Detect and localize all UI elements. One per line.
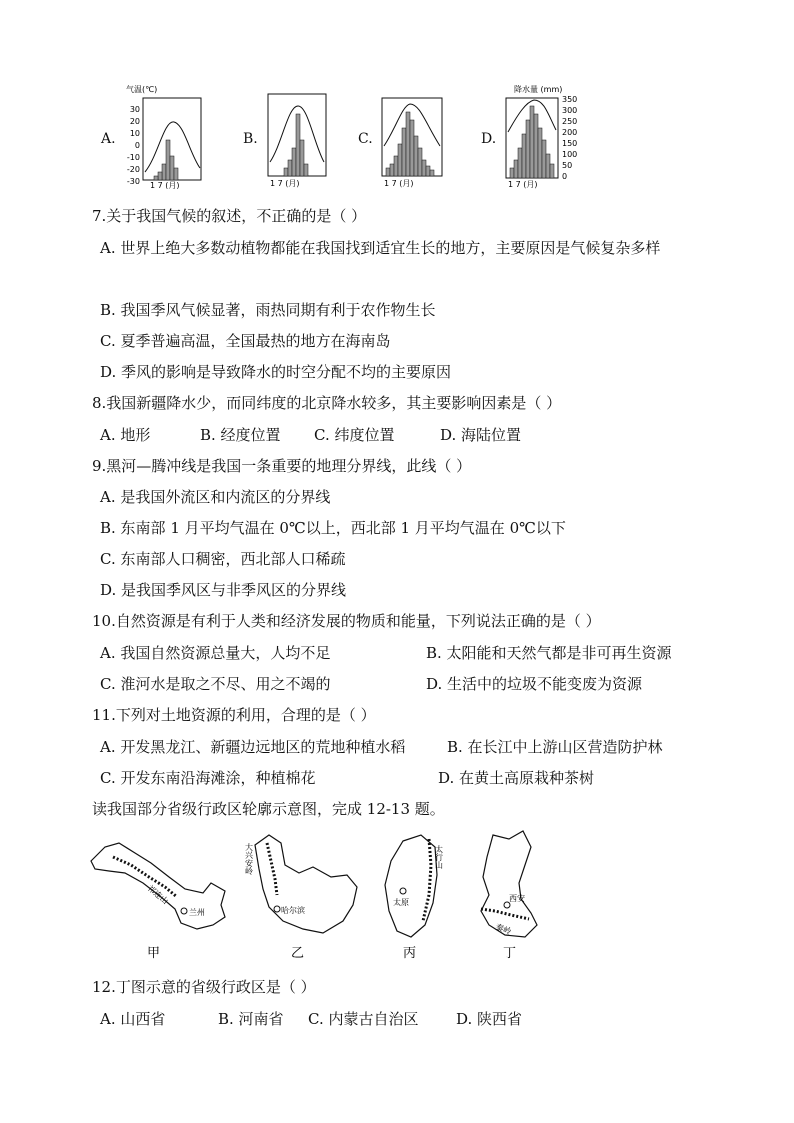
svg-text:1 7 (月): 1 7 (月) (384, 179, 414, 188)
q7-option-a: A. 世界上绝大多数动植物都能在我国找到适宜生长的地方，主要原因是气候复杂多样 (100, 239, 661, 257)
province-outline-maps (85, 825, 555, 965)
map-jia-mountain: 祁连山 (145, 883, 170, 906)
q11-stem: 11.下列对土地资源的利用，合理的是（ ） (92, 706, 376, 724)
q8-option-a: A. 地形 (100, 426, 151, 444)
climate-chart-c (378, 84, 448, 189)
q12-option-b: B. 河南省 (218, 1010, 284, 1028)
climate-chart-a (118, 84, 206, 189)
chart-a-label: A. (101, 131, 116, 147)
q12-option-a: A. 山西省 (100, 1010, 166, 1028)
map-yi-caption: 乙 (291, 946, 305, 961)
q7-option-c: C. 夏季普遍高温，全国最热的地方在海南岛 (100, 332, 391, 350)
q10-option-d: D. 生活中的垃圾不能变废为资源 (426, 675, 643, 693)
map-ding (481, 831, 537, 961)
svg-text:100: 100 (562, 150, 578, 159)
q11-option-b: B. 在长江中上游山区营造防护林 (447, 738, 663, 756)
map-yi (244, 835, 358, 961)
q11-option-d: D. 在黄土高原栽种茶树 (438, 769, 595, 787)
q12-option-d: D. 陕西省 (456, 1010, 523, 1028)
climate-chart-d (504, 84, 584, 189)
map-bing-caption: 丙 (403, 946, 417, 961)
q12-option-c: C. 内蒙古自治区 (308, 1010, 419, 1028)
map-yi-city: 哈尔滨 (281, 906, 305, 915)
q7-option-b: B. 我国季风气候显著，雨热同期有利于农作物生长 (100, 301, 436, 319)
q9-option-a: A. 是我国外流区和内流区的分界线 (100, 488, 331, 506)
map-intro: 读我国部分省级行政区轮廓示意图，完成 12-13 题。 (92, 800, 445, 818)
q8-stem: 8.我国新疆降水少，而同纬度的北京降水较多，其主要影响因素是（ ） (92, 394, 562, 412)
map-ding-caption: 丁 (503, 946, 517, 961)
svg-text:1 7 (月): 1 7 (月) (270, 179, 300, 188)
chart-d-ytitle: 降水量 (mm) (514, 85, 563, 94)
chart-a-ytitle: 气温(℃) (126, 85, 158, 94)
q8-option-d: D. 海陆位置 (440, 426, 522, 444)
q7-stem: 7.关于我国气候的叙述，不正确的是（ ） (92, 207, 367, 225)
svg-text:20: 20 (129, 117, 140, 126)
svg-text:-20: -20 (126, 165, 140, 174)
chart-c-label: C. (358, 131, 373, 147)
svg-text:300: 300 (562, 106, 578, 115)
q10-stem: 10.自然资源是有利于人类和经济发展的物质和能量，下列说法正确的是（ ） (92, 612, 601, 630)
svg-text:30: 30 (129, 105, 140, 114)
q8-option-b: B. 经度位置 (200, 426, 281, 444)
chart-a-yticks (127, 105, 140, 186)
q11-option-c: C. 开发东南沿海滩涂，种植棉花 (100, 769, 316, 787)
q9-option-b: B. 东南部 1 月平均气温在 0℃以上，西北部 1 月平均气温在 0℃以下 (100, 519, 566, 537)
map-jia-caption: 甲 (147, 946, 161, 961)
svg-text:250: 250 (562, 117, 578, 126)
map-ding-mountain: 秦岭 (494, 922, 513, 937)
svg-text:150: 150 (562, 139, 578, 148)
chart-d-label: D. (481, 131, 497, 147)
svg-text:1 7 (月): 1 7 (月) (150, 181, 180, 189)
svg-text:50: 50 (562, 161, 573, 170)
q10-option-a: A. 我国自然资源总量大，人均不足 (100, 644, 331, 662)
climate-chart-b (262, 84, 332, 189)
svg-text:200: 200 (562, 128, 578, 137)
chart-d-yticks (562, 95, 577, 181)
map-ding-city: 西安 (509, 894, 525, 903)
q10-option-c: C. 淮河水是取之不尽、用之不竭的 (100, 675, 331, 693)
q8-option-c: C. 纬度位置 (314, 426, 395, 444)
svg-text:1 7 (月): 1 7 (月) (508, 180, 538, 189)
svg-text:10: 10 (129, 129, 140, 138)
map-bing-mountain: 太行山 (434, 845, 444, 869)
svg-text:-30: -30 (126, 177, 140, 186)
svg-text:0: 0 (134, 141, 140, 150)
map-jia-city: 兰州 (189, 908, 205, 917)
q7-option-d: D. 季风的影响是导致降水的时空分配不均的主要原因 (100, 363, 452, 381)
map-yi-mountain: 大兴安岭 (244, 843, 254, 875)
q9-stem: 9.黑河—腾冲线是我国一条重要的地理分界线，此线（ ） (92, 457, 472, 475)
map-bing-city: 太原 (393, 898, 409, 907)
q9-option-c: C. 东南部人口稠密，西北部人口稀疏 (100, 550, 346, 568)
svg-text:0: 0 (562, 172, 568, 181)
map-bing (385, 835, 444, 961)
q9-option-d: D. 是我国季风区与非季风区的分界线 (100, 581, 347, 599)
q11-option-a: A. 开发黑龙江、新疆边远地区的荒地种植水稻 (100, 738, 406, 756)
q10-option-b: B. 太阳能和天然气都是非可再生资源 (426, 644, 672, 662)
svg-text:-10: -10 (126, 153, 140, 162)
svg-text:350: 350 (562, 95, 578, 104)
chart-b-label: B. (243, 131, 258, 147)
q12-stem: 12.丁图示意的省级行政区是（ ） (92, 978, 316, 996)
map-jia (91, 843, 225, 961)
